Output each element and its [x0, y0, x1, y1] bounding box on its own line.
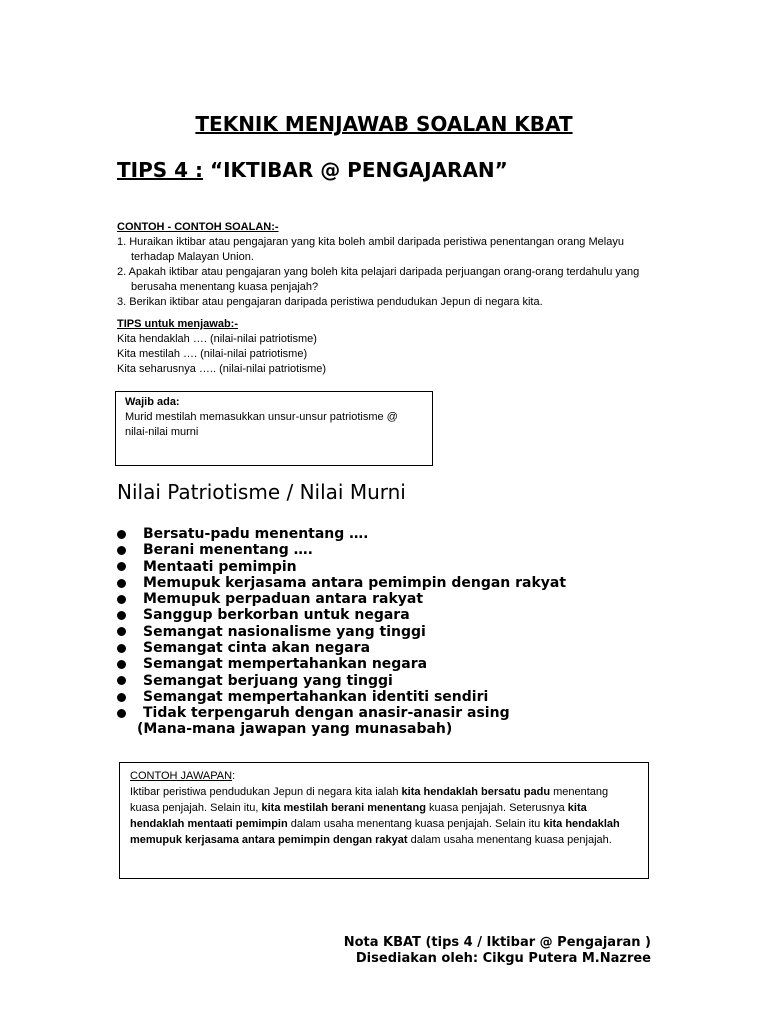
- list-item: [117, 624, 566, 640]
- answer-segment: kuasa penjajah. Seterusnya: [425, 802, 568, 814]
- page-title: TEKNIK MENJAWAB SOALAN KBAT: [195, 112, 573, 136]
- bullet-icon: [117, 709, 126, 718]
- bullet-icon: [117, 644, 126, 653]
- list-item: [117, 673, 566, 689]
- answer-segment: dalam usaha menentang kuasa penjajah.: [407, 834, 612, 846]
- list-item: [117, 607, 566, 623]
- contoh-jawapan-colon: :: [232, 770, 236, 782]
- question-item: 2. Apakah iktibar atau pengajaran yang boleh kita pelajari daripada perjuangan orang-orang terdahulu yang berusaha menentang kuasa penjajah?: [117, 266, 640, 293]
- nilai-item-text: Semangat mempertahankan negara: [143, 656, 428, 673]
- footer-line-1: Nota KBAT (tips 4 / Iktibar @ Pengajaran ): [343, 935, 651, 950]
- list-item: [117, 542, 566, 558]
- bullet-icon: [117, 676, 126, 685]
- footer-line-2: Disediakan oleh: Cikgu Putera M.Nazree: [355, 951, 651, 966]
- nilai-item-text: Memupuk kerjasama antara pemimpin dengan rakyat: [143, 574, 567, 591]
- bullet-icon: [117, 562, 126, 571]
- bullet-icon: [117, 595, 126, 604]
- nilai-item-text: Semangat berjuang yang tinggi: [143, 672, 393, 689]
- contoh-jawapan-text: [130, 784, 638, 848]
- nilai-note: (Mana-mana jawapan yang munasabah): [137, 721, 453, 737]
- list-item: [117, 689, 566, 705]
- contoh-jawapan-box: [119, 762, 649, 879]
- bullet-icon: [117, 693, 126, 702]
- list-item: [117, 640, 566, 656]
- bullet-icon: [117, 530, 126, 539]
- list-item: [117, 705, 566, 721]
- bullet-icon: [117, 627, 126, 636]
- tips-line: Kita mestilah …. (nilai-nilai patriotisme): [117, 348, 308, 360]
- nilai-heading: Nilai Patriotisme / Nilai Murni: [117, 480, 406, 504]
- answer-segment-bold: kita hendaklah mentaati pemimpin: [130, 802, 587, 830]
- nilai-item-text: Sanggup berkorban untuk negara: [143, 607, 410, 624]
- answer-segment-bold: kita hendaklah memupuk kerjasama antara pemimpin dengan rakyat: [130, 818, 620, 846]
- list-item: [117, 575, 566, 591]
- bullet-icon: [117, 611, 126, 620]
- question-item: 1. Huraikan iktibar atau pengajaran yang kita boleh ambil daripada peristiwa penentangan orang Melayu terhadap Malayan Union.: [117, 236, 624, 263]
- nilai-item-text: Tidak terpengaruh dengan anasir-anasir asing: [143, 705, 510, 722]
- footer: [344, 935, 651, 967]
- nilai-item-text: Memupuk perpaduan antara rakyat: [143, 591, 424, 608]
- contoh-soalan-section: [117, 220, 657, 310]
- nilai-item-text: Berani menentang ….: [143, 542, 313, 559]
- tips-menjawab-section: [117, 317, 326, 377]
- list-item: [117, 656, 566, 672]
- nilai-item-text: Semangat nasionalisme yang tinggi: [143, 623, 426, 640]
- list-item: [117, 559, 566, 575]
- wajib-ada-box: [115, 391, 433, 466]
- bullet-icon: [117, 546, 126, 555]
- bullet-icon: [117, 579, 126, 588]
- nilai-list: [117, 526, 566, 722]
- nilai-item-text: Semangat cinta akan negara: [143, 640, 371, 657]
- answer-segment: menentang kuasa penjajah. Selain itu,: [130, 786, 609, 814]
- tips-menjawab-heading: TIPS untuk menjawab:-: [117, 318, 239, 330]
- answer-segment: dalam usaha menentang kuasa penjajah. Selain itu: [287, 818, 544, 830]
- answer-segment: Iktibar peristiwa pendudukan Jepun di negara kita ialah: [130, 786, 402, 798]
- answer-segment-bold: kita hendaklah bersatu padu: [401, 786, 551, 798]
- wajib-ada-heading: Wajib ada:: [125, 396, 180, 408]
- question-item: 3. Berikan iktibar atau pengajaran daripada peristiwa pendudukan Jepun di negara kita.: [117, 296, 543, 308]
- list-item: [117, 591, 566, 607]
- tips-heading: [117, 158, 508, 182]
- nilai-item-text: Semangat mempertahankan identiti sendiri: [143, 688, 489, 705]
- wajib-ada-text: Murid mestilah memasukkan unsur-unsur patriotisme @ nilai-nilai murni: [125, 411, 398, 438]
- nilai-item-text: Mentaati pemimpin: [143, 558, 297, 575]
- tips-line: Kita seharusnya ….. (nilai-nilai patriotisme): [117, 363, 327, 375]
- list-item: [117, 526, 566, 542]
- answer-segment-bold: kita mestilah berani menentang: [261, 802, 426, 814]
- contoh-jawapan-heading: CONTOH JAWAPAN: [130, 770, 233, 782]
- contoh-soalan-heading: CONTOH - CONTOH SOALAN:-: [117, 221, 279, 233]
- contoh-jawapan-heading-row: [130, 768, 638, 784]
- bullet-icon: [117, 660, 126, 669]
- tips-heading-text: “IKTIBAR @ PENGAJARAN”: [203, 158, 508, 182]
- nilai-item-text: Bersatu-padu menentang ….: [143, 526, 369, 542]
- tips-heading-label: TIPS 4 :: [117, 158, 203, 182]
- tips-line: Kita hendaklah …. (nilai-nilai patriotisme): [117, 333, 317, 345]
